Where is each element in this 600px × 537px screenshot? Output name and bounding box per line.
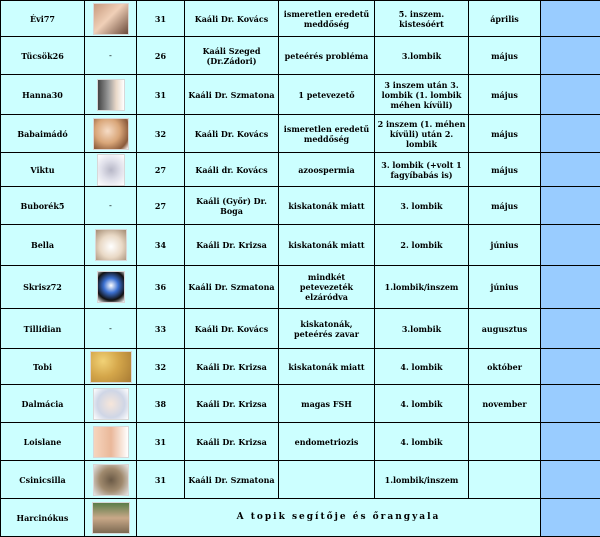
month-cell: május (469, 153, 541, 187)
nickname-cell: Tobi (1, 349, 85, 385)
age-cell: 33 (137, 309, 185, 349)
age-cell: 31 (137, 75, 185, 115)
age-cell: 27 (137, 187, 185, 225)
clinic-cell: Kaáli (Győr) Dr. Boga (185, 187, 279, 225)
avatar-cell: - (85, 187, 137, 225)
clinic-cell: Kaáli Dr. Kovács (185, 115, 279, 153)
avatar-cell: - (85, 37, 137, 75)
clinic-cell: Kaáli Dr. Szmatona (185, 75, 279, 115)
attempt-cell: 4. lombik (375, 423, 469, 461)
clinic-cell: Kaáli Dr. Kovács (185, 1, 279, 37)
age-cell: 36 (137, 266, 185, 309)
clinic-cell: Kaáli dr. Kovács (185, 153, 279, 187)
nickname-cell: Hanna30 (1, 75, 85, 115)
avatar-cell (85, 423, 137, 461)
reason-cell: kiskatonák miatt (279, 187, 375, 225)
reason-cell: peteérés probléma (279, 37, 375, 75)
extra-cell (541, 266, 600, 309)
attempt-cell: 4. lombik (375, 385, 469, 423)
avatar-cell (85, 225, 137, 266)
avatar-potatoes (90, 351, 132, 383)
avatar-cell (85, 461, 137, 499)
avatar-baby-with-teddy-bear (93, 118, 129, 150)
attempt-cell: 1.lombik/inszem (375, 461, 469, 499)
nickname-cell: Loislane (1, 423, 85, 461)
month-cell: november (469, 385, 541, 423)
attempt-cell: 4. lombik (375, 349, 469, 385)
extra-cell (541, 225, 600, 266)
avatar-baby-sleeping (93, 426, 129, 458)
age-cell: 34 (137, 225, 185, 266)
reason-cell: ismeretlen eredetű meddőség (279, 115, 375, 153)
extra-cell (541, 423, 600, 461)
avatar-cat (93, 464, 129, 496)
reason-cell: endometriozis (279, 423, 375, 461)
avatar-dog (95, 229, 127, 261)
nickname-cell: Tillidian (1, 309, 85, 349)
age-cell: 32 (137, 349, 185, 385)
reason-cell: ismeretlen eredetű meddőség (279, 1, 375, 37)
table-row-footer (1, 499, 600, 537)
avatar-cell (85, 499, 137, 537)
age-cell: 38 (137, 385, 185, 423)
table-row (1, 266, 600, 309)
nickname-cell: Dalmácia (1, 385, 85, 423)
month-cell: május (469, 37, 541, 75)
avatar-hands-photo (92, 502, 130, 534)
clinic-cell: Kaáli Dr. Krizsa (185, 349, 279, 385)
reason-cell: magas FSH (279, 385, 375, 423)
clinic-cell: Kaáli Dr. Krizsa (185, 225, 279, 266)
month-cell: május (469, 115, 541, 153)
extra-cell (541, 309, 600, 349)
month-cell: május (469, 75, 541, 115)
month-cell: október (469, 349, 541, 385)
month-cell: június (469, 266, 541, 309)
table-row (1, 37, 600, 75)
nickname-cell: Csinicsilla (1, 461, 85, 499)
month-cell (469, 423, 541, 461)
month-cell (469, 461, 541, 499)
age-cell: 31 (137, 423, 185, 461)
avatar-cell (85, 1, 137, 37)
avatar-tux-penguin (97, 271, 125, 303)
avatar-pregnant-belly (97, 79, 125, 111)
attempt-cell: 3. lombik (375, 187, 469, 225)
attempt-cell: 3.lombik (375, 309, 469, 349)
avatar-cell (85, 385, 137, 423)
avatar-cell (85, 153, 137, 187)
extra-cell (541, 461, 600, 499)
extra-cell (541, 349, 600, 385)
month-cell: június (469, 225, 541, 266)
age-cell: 31 (137, 461, 185, 499)
reason-cell: kiskatonák, peteérés zavar (279, 309, 375, 349)
extra-cell (541, 385, 600, 423)
footer-caption: A topik segítője és őrangyala (137, 499, 541, 537)
avatar-cell (85, 266, 137, 309)
reason-cell: kiskatonák miatt (279, 349, 375, 385)
reason-cell: mindkét petevezeték elzáródva (279, 266, 375, 309)
age-cell: 26 (137, 37, 185, 75)
table-row (1, 461, 600, 499)
attempt-cell: 2 inszem (1. méhen kívüli) után 2. lombik (375, 115, 469, 153)
month-cell: augusztus (469, 309, 541, 349)
avatar-couple-photo (93, 3, 129, 35)
reason-cell: kiskatonák miatt (279, 225, 375, 266)
age-cell: 27 (137, 153, 185, 187)
table-row (1, 1, 600, 37)
table-row (1, 75, 600, 115)
avatar-cell: - (85, 309, 137, 349)
reason-cell: azoospermia (279, 153, 375, 187)
extra-cell (541, 115, 600, 153)
month-cell: április (469, 1, 541, 37)
nickname-cell: Tücsök26 (1, 37, 85, 75)
attempt-cell: 1.lombik/inszem (375, 266, 469, 309)
reason-cell (279, 461, 375, 499)
reason-cell: 1 petevezető (279, 75, 375, 115)
attempt-cell: 3.lombik (375, 37, 469, 75)
nickname-cell: Viktu (1, 153, 85, 187)
table-row (1, 153, 600, 187)
nickname-cell: Skrisz72 (1, 266, 85, 309)
extra-cell (541, 153, 600, 187)
extra-cell (541, 37, 600, 75)
table-row (1, 423, 600, 461)
clinic-cell: Kaáli Dr. Krizsa (185, 423, 279, 461)
avatar-koala (97, 154, 125, 186)
clinic-cell: Kaáli Dr. Szmatona (185, 461, 279, 499)
table-row (1, 187, 600, 225)
nickname-cell: Évi77 (1, 1, 85, 37)
month-cell: május (469, 187, 541, 225)
extra-cell (541, 499, 600, 537)
table-row (1, 309, 600, 349)
avatar-cell (85, 349, 137, 385)
table-row (1, 115, 600, 153)
age-cell: 32 (137, 115, 185, 153)
age-cell: 31 (137, 1, 185, 37)
avatar-baby-face (93, 388, 129, 420)
table-row (1, 385, 600, 423)
table-row (1, 349, 600, 385)
nickname-cell: Bella (1, 225, 85, 266)
clinic-cell: Kaáli Dr. Kovács (185, 309, 279, 349)
table-row (1, 225, 600, 266)
extra-cell (541, 1, 600, 37)
extra-cell (541, 75, 600, 115)
clinic-cell: Kaáli Dr. Krizsa (185, 385, 279, 423)
clinic-cell: Kaáli Szeged (Dr.Zádori) (185, 37, 279, 75)
avatar-cell (85, 75, 137, 115)
clinic-cell: Kaáli Dr. Szmatona (185, 266, 279, 309)
nickname-cell: Buborék5 (1, 187, 85, 225)
attempt-cell: 3. lombik (+volt 1 fagyíbabás is) (375, 153, 469, 187)
avatar-cell (85, 115, 137, 153)
attempt-cell: 5. inszem. kistesóért (375, 1, 469, 37)
attempt-cell: 3 inszem után 3. lombik (1. lombik méhen kívüli) (375, 75, 469, 115)
attempt-cell: 2. lombik (375, 225, 469, 266)
nickname-cell: Babaimádó (1, 115, 85, 153)
extra-cell (541, 187, 600, 225)
nickname-cell: Harcinókus (1, 499, 85, 537)
